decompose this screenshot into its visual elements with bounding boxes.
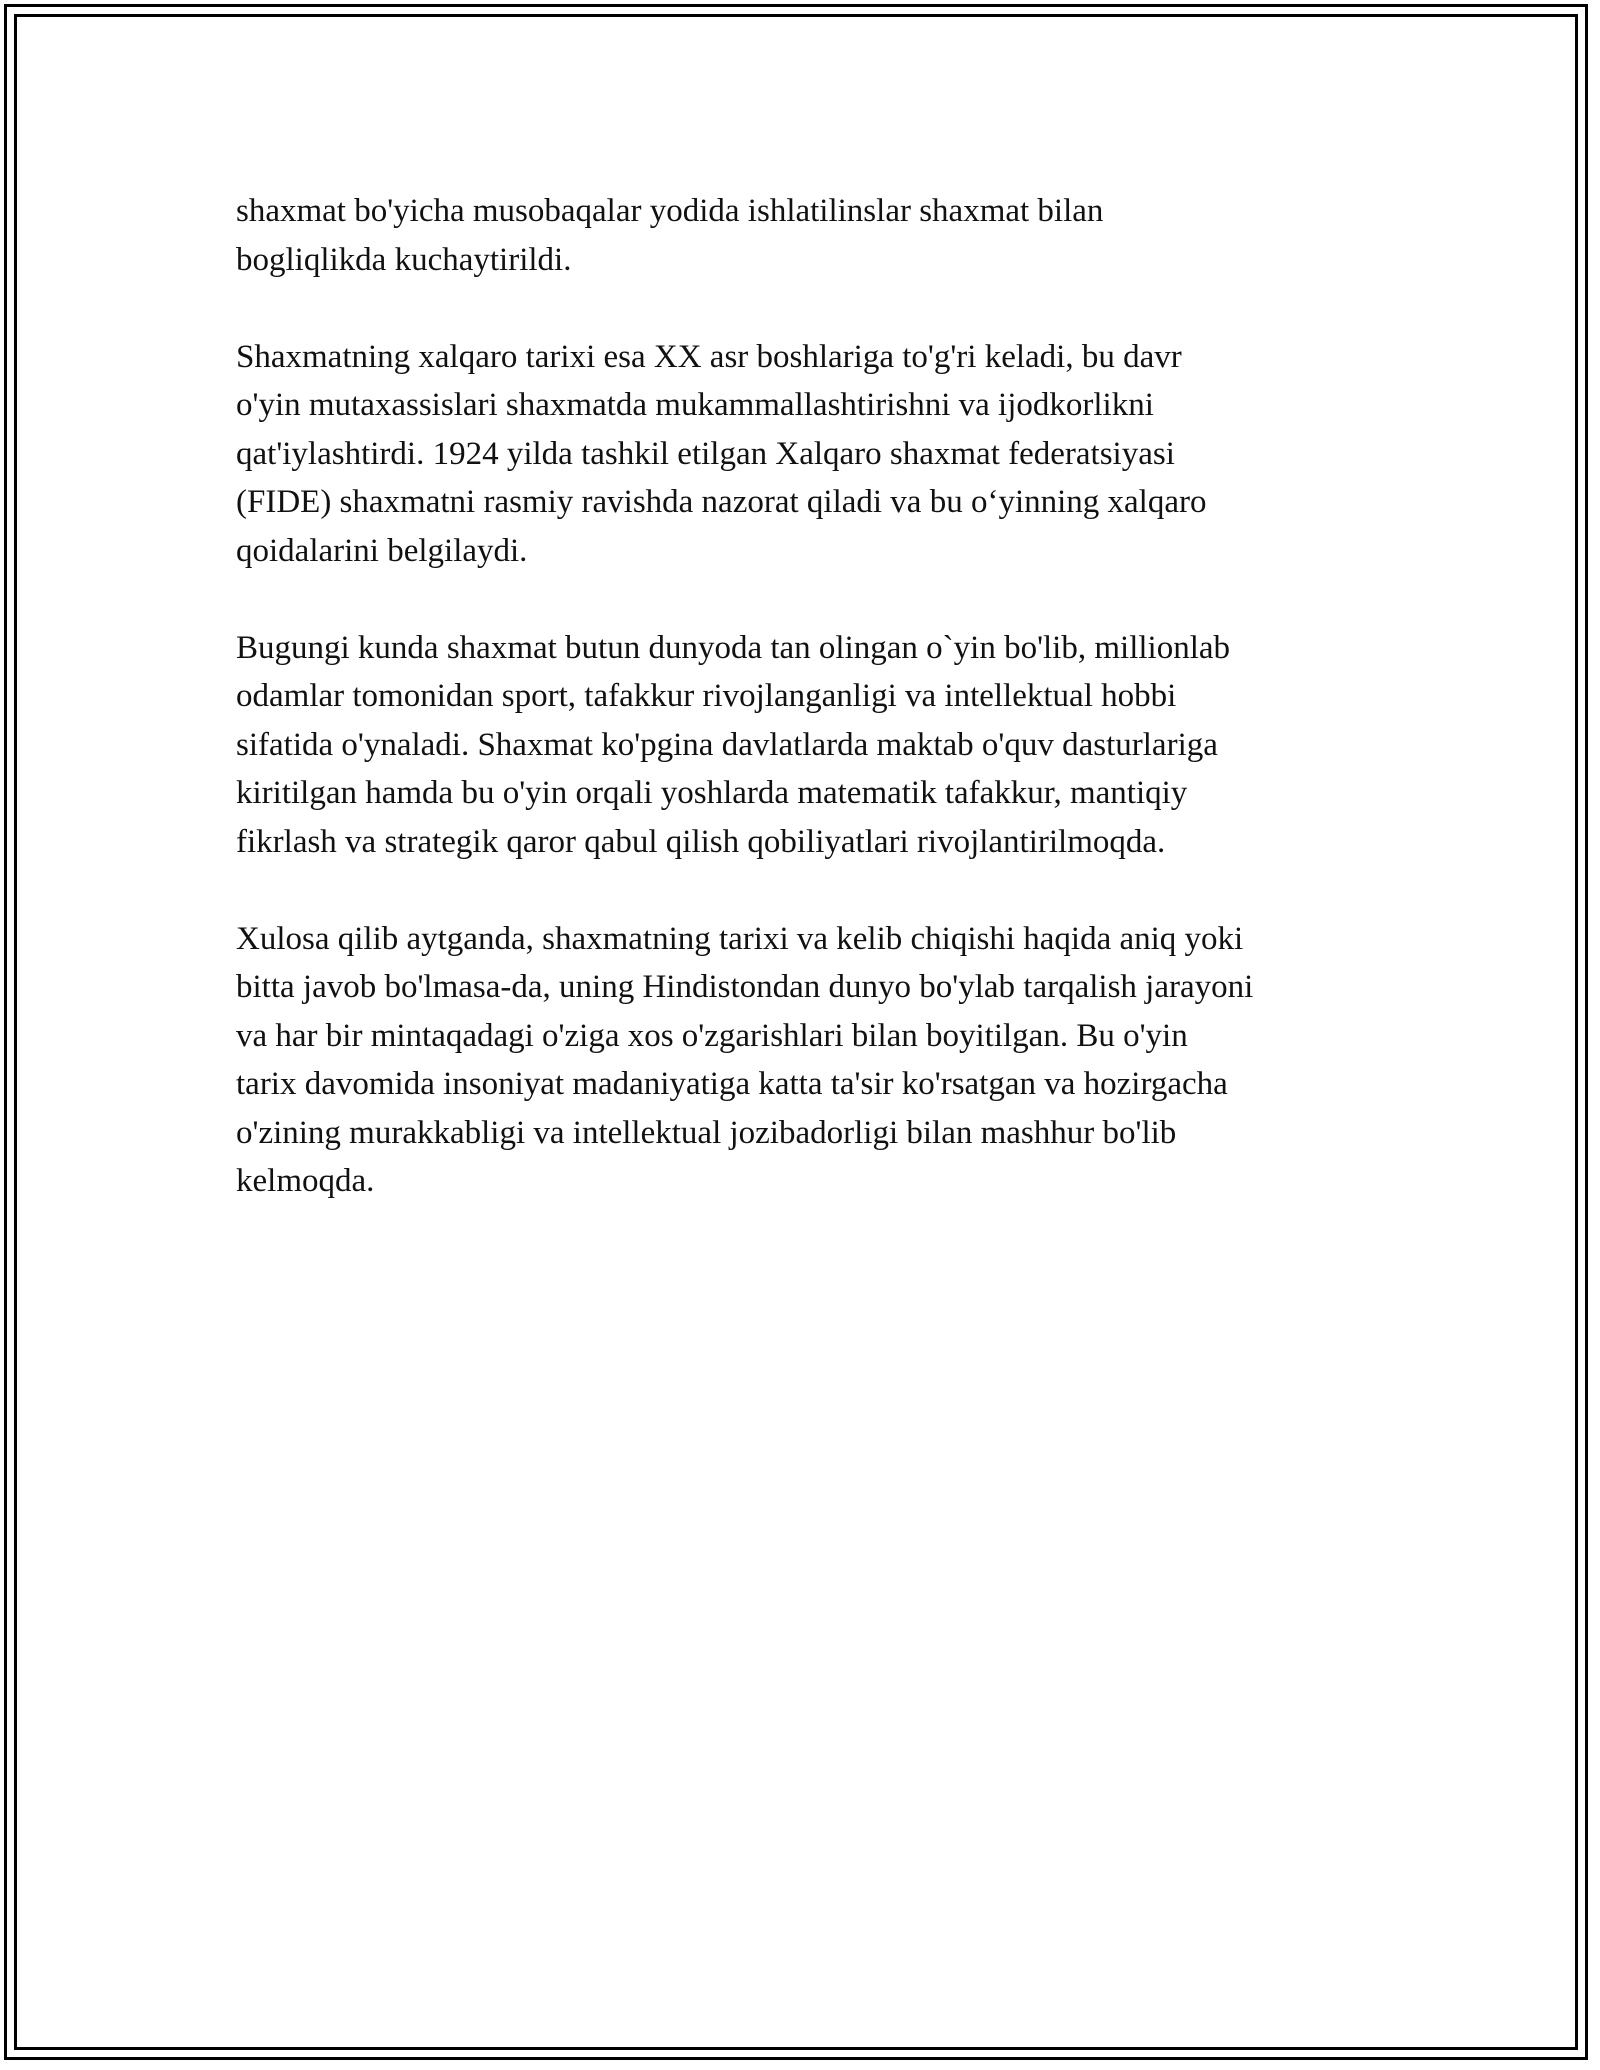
text-line: bitta javob bo'lmasa-da, uning Hindistondan dunyo bo'ylab tarqalish jarayoni xyxy=(236,969,1254,1005)
text-line: sifatida o'ynaladi. Shaxmat ko'pgina davlatlarda maktab o'quv dasturlariga xyxy=(236,726,1218,763)
text-line: va har bir mintaqadagi o'ziga xos o'zgarishlari bilan boyitilgan. Bu o'yin xyxy=(236,1017,1188,1054)
paragraph xyxy=(236,915,1376,1206)
text-line: qat'iylashtirdi. 1924 yilda tashkil etilgan Xalqaro shaxmat federatsiyasi xyxy=(236,435,1175,472)
paragraph xyxy=(236,624,1376,867)
text-line: kiritilgan hamda bu o'yin orqali yoshlarda matematik tafakkur, mantiqiy xyxy=(236,775,1188,811)
text-line: qoidalarini belgilaydi. xyxy=(236,532,528,569)
paragraph xyxy=(236,187,1376,284)
text-line: o'yin mutaxassislari shaxmatda mukammallashtirishni va ijodkorlikni xyxy=(236,387,1154,423)
text-line: (FIDE) shaxmatni rasmiy ravishda nazorat qiladi va bu o‘yinning xalqaro xyxy=(236,484,1207,520)
text-line: tarix davomida insoniyat madaniyatiga katta ta'sir ko'rsatgan va hozirgacha xyxy=(236,1066,1228,1102)
text-line: kelmoqda. xyxy=(236,1163,375,1199)
paragraph xyxy=(236,333,1376,576)
text-line: o'zining murakkabligi va intellektual jozibadorligi bilan mashhur bo'lib xyxy=(236,1114,1177,1151)
text-line: Xulosa qilib aytganda, shaxmatning tarixi va kelib chiqishi haqida aniq yoki xyxy=(236,920,1244,957)
document-body xyxy=(236,187,1376,1254)
text-line: bogliqlikda kuchaytirildi. xyxy=(236,241,572,278)
text-line: Bugungi kunda shaxmat butun dunyoda tan olingan o`yin bo'lib, millionlab xyxy=(236,629,1231,666)
text-line: fikrlash va strategik qaror qabul qilish qobiliyatlari rivojlantirilmoqda. xyxy=(236,823,1166,860)
text-line: shaxmat bo'yicha musobaqalar yodida ishlatilinslar shaxmat bilan xyxy=(236,193,1104,229)
text-line: odamlar tomonidan sport, tafakkur rivojlanganligi va intellektual hobbi xyxy=(236,678,1177,714)
text-line: Shaxmatning xalqaro tarixi esa XX asr boshlariga to'g'ri keladi, bu davr xyxy=(236,338,1182,375)
